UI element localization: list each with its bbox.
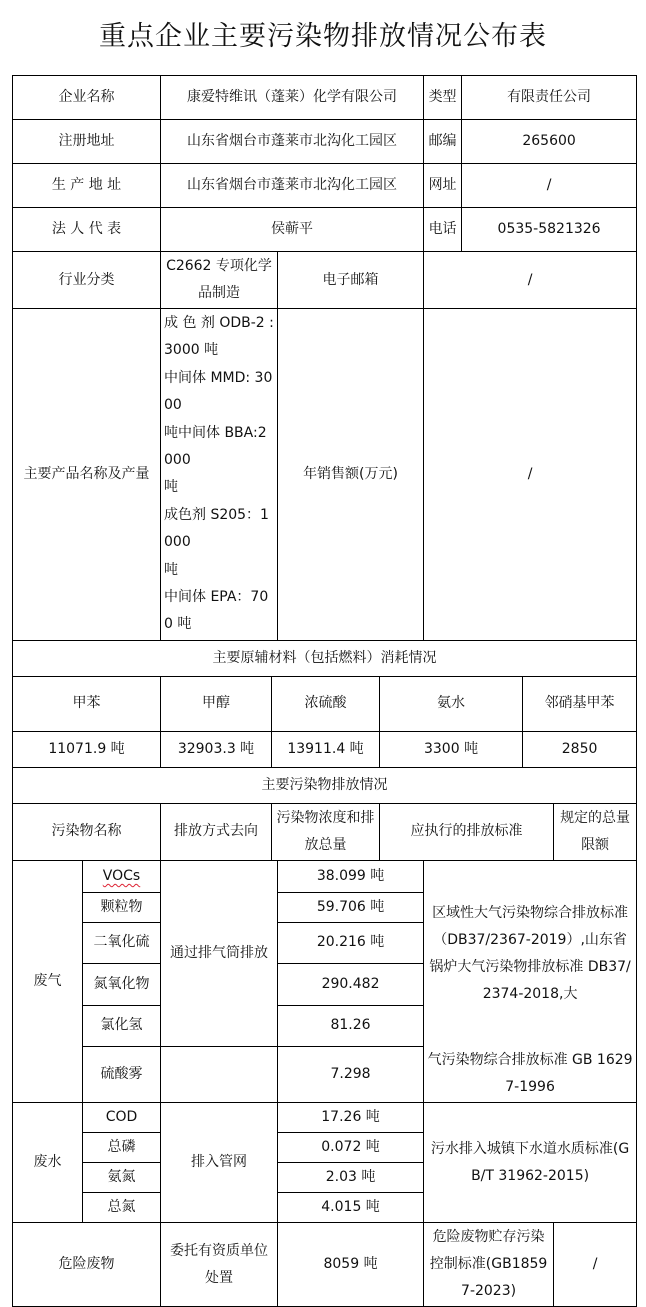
- website-label: 网址: [424, 164, 462, 208]
- type-label: 类型: [424, 76, 462, 120]
- website-value: /: [462, 164, 637, 208]
- hazardous-limit: /: [554, 1223, 637, 1307]
- water-value: 2.03 吨: [278, 1163, 424, 1193]
- report-table: [12, 75, 636, 1300]
- water-standard: 污水排入城镇下水道水质标准(GB/T 31962-2015): [424, 1103, 637, 1223]
- gas-pollutant: 硫酸雾: [83, 1046, 161, 1103]
- prod-addr-label: 生 产 地 址: [13, 164, 161, 208]
- products-label: 主要产品名称及产量: [13, 309, 161, 641]
- email-value: /: [424, 252, 637, 309]
- product-line: 吨中间体 BBA:2000: [164, 424, 267, 469]
- phone-label: 电话: [424, 208, 462, 252]
- page-title: 重点企业主要污染物排放情况公布表: [99, 21, 547, 52]
- gas-standard: 区域性大气污染物综合排放标准（DB37/2367-2019）,山东省锅炉大气污染物排放标准 DB37/2374-2018,大: [424, 860, 637, 1046]
- gas-value: 7.298: [278, 1046, 424, 1103]
- hazardous-method: 委托有资质单位处置: [161, 1223, 278, 1307]
- gas-value: 290.482: [278, 963, 424, 1005]
- postcode-label: 邮编: [424, 120, 462, 164]
- phone-value: 0535-5821326: [462, 208, 637, 252]
- materials-section-title: 主要原辅材料（包括燃料）消耗情况: [13, 640, 637, 676]
- prod-addr-value: 山东省烟台市蓬莱市北沟化工园区: [161, 164, 424, 208]
- legal-label: 法 人 代 表: [13, 208, 161, 252]
- hazardous-category: 危险废物: [13, 1223, 161, 1307]
- gas-pollutant: 二氧化硫: [83, 922, 161, 963]
- product-line: 中间体 EPA：700 吨: [164, 589, 269, 633]
- hazardous-standard: 危险废物贮存污染控制标准(GB18597-2023): [424, 1223, 554, 1307]
- material-amount: 3300 吨: [380, 731, 523, 767]
- gas-method: 通过排气筒排放: [161, 860, 278, 1046]
- header-standard: 应执行的排放标准: [380, 803, 554, 860]
- gas-value: 38.099 吨: [278, 860, 424, 892]
- product-line: 成 色 剂 ODB-2 :: [164, 315, 274, 331]
- header-pollutant-name: 污染物名称: [13, 803, 161, 860]
- product-line: 成色剂 S205：1000: [164, 506, 269, 551]
- gas-category: 废气: [13, 860, 83, 1103]
- gas-pollutant: 氮氧化物: [83, 963, 161, 1005]
- gas-value: 20.216 吨: [278, 922, 424, 963]
- sales-value: /: [424, 309, 637, 641]
- material-name: 氨水: [380, 676, 523, 731]
- material-name: 甲苯: [13, 676, 161, 731]
- water-value: 4.015 吨: [278, 1193, 424, 1223]
- postcode-value: 265600: [462, 120, 637, 164]
- product-line: 吨: [164, 479, 178, 496]
- header-concentration: 污染物浓度和排放总量: [272, 803, 380, 860]
- industry-value: C2662 专项化学品制造: [161, 252, 278, 309]
- water-pollutant: 氨氮: [83, 1163, 161, 1193]
- sales-label: 年销售额(万元): [278, 309, 424, 641]
- water-value: 17.26 吨: [278, 1103, 424, 1133]
- header-method: 排放方式去向: [161, 803, 272, 860]
- product-line: 吨: [164, 561, 178, 578]
- gas-pollutant: VOCs: [83, 860, 161, 892]
- type-value: 有限责任公司: [462, 76, 637, 120]
- material-amount: 32903.3 吨: [161, 731, 272, 767]
- reg-addr-label: 注册地址: [13, 120, 161, 164]
- water-pollutant: 总磷: [83, 1133, 161, 1163]
- material-name: 甲醇: [161, 676, 272, 731]
- email-label: 电子邮箱: [278, 252, 424, 309]
- products-list: [161, 309, 278, 641]
- gas-pollutant: 颗粒物: [83, 892, 161, 922]
- water-pollutant: 总氮: [83, 1193, 161, 1223]
- gas-pollutant: 氯化氢: [83, 1005, 161, 1046]
- material-amount: 2850: [523, 731, 637, 767]
- gas-method-blank: [161, 1046, 278, 1103]
- water-category: 废水: [13, 1103, 83, 1223]
- material-amount: 11071.9 吨: [13, 731, 161, 767]
- legal-value: 侯蕲平: [161, 208, 424, 252]
- water-method: 排入管网: [161, 1103, 278, 1223]
- product-line: 3000 吨: [164, 342, 219, 359]
- water-pollutant: COD: [83, 1103, 161, 1133]
- company-label: 企业名称: [13, 76, 161, 120]
- company-value: 康爱特维讯（蓬莱）化学有限公司: [161, 76, 424, 120]
- header-limit: 规定的总量限额: [554, 803, 637, 860]
- emissions-section-title: 主要污染物排放情况: [13, 767, 637, 803]
- material-name: 邻硝基甲苯: [523, 676, 637, 731]
- gas-value: 59.706 吨: [278, 892, 424, 922]
- reg-addr-value: 山东省烟台市蓬莱市北沟化工园区: [161, 120, 424, 164]
- material-amount: 13911.4 吨: [272, 731, 380, 767]
- material-name: 浓硫酸: [272, 676, 380, 731]
- hazardous-value: 8059 吨: [278, 1223, 424, 1307]
- product-line: 中间体 MMD: 3000: [164, 369, 273, 414]
- water-value: 0.072 吨: [278, 1133, 424, 1163]
- industry-label: 行业分类: [13, 252, 161, 309]
- gas-value: 81.26: [278, 1005, 424, 1046]
- gas-standard-cont: 气污染物综合排放标准 GB 16297-1996: [424, 1046, 637, 1103]
